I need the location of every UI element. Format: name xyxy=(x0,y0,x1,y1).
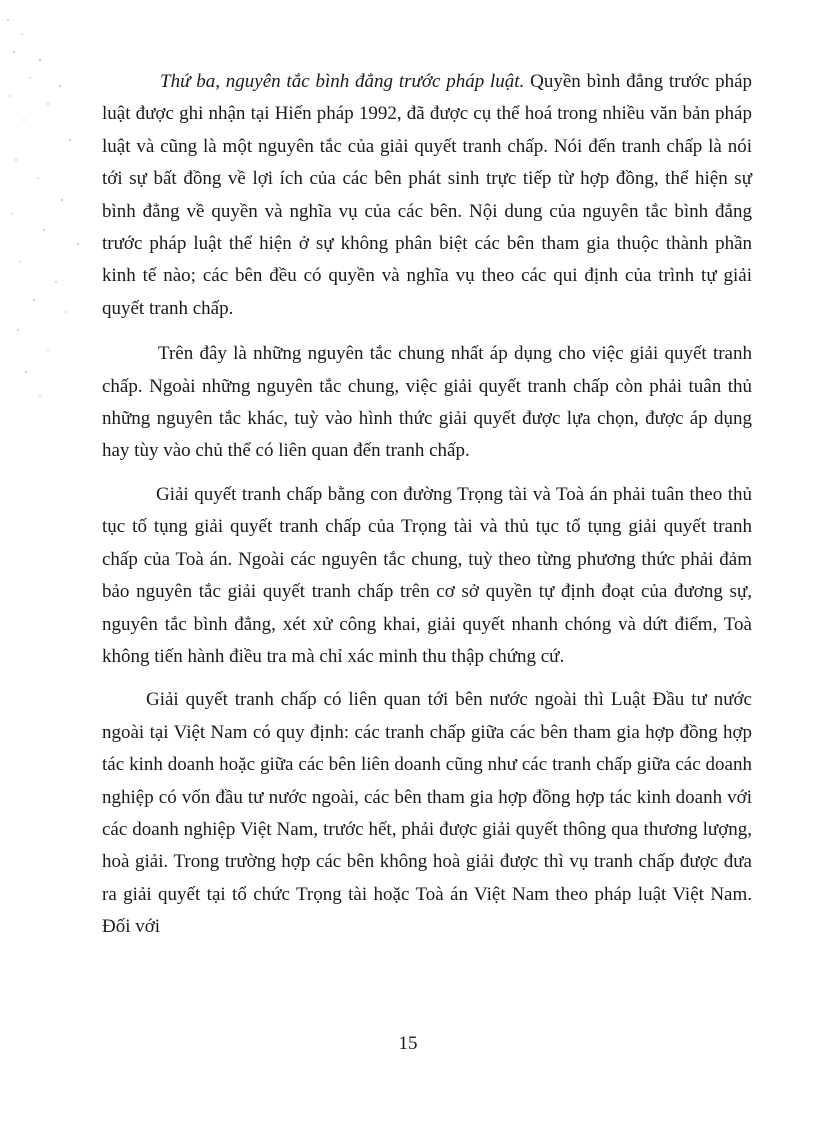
paragraph-equality-principle xyxy=(102,66,752,325)
paragraph-general-principles: Trên đây là những nguyên tắc chung nhất áp dụng cho việc giải quyết tranh chấp. Ngoài những nguyên tắc chung, việc giải quyết tranh chấp còn phải tuân thủ những nguyên tắc khác, tuỳ vào hình thức giải quyết được lựa chọn, được áp dụng hay tùy vào chủ thể có liên quan đến tranh chấp. xyxy=(102,343,752,462)
paragraph-lead-italic: Thứ ba, nguyên tắc bình đẳng trước pháp luật. xyxy=(160,71,525,92)
paragraph-arbitration-court: Giải quyết tranh chấp bằng con đường Trọng tài và Toà án phải tuân theo thủ tục tố tụng giải quyết tranh chấp của Trọng tài và thủ tục tố tụng giải quyết tranh chấp của Toà án. Ngoài các nguyên tắc chung, tuỳ theo từng phương thức phải đảm bảo nguyên tắc giải quyết tranh chấp trên cơ sở quyền tự định đoạt của đương sự, nguyên tắc bình đẳng, xét xử công khai, giải quyết nhanh chóng và dứt điểm, Toà không tiến hành điều tra mà chỉ xác minh thu thập chứng cứ. xyxy=(102,483,752,667)
scan-speckle-marks xyxy=(0,0,90,420)
paragraph-text: Quyền bình đẳng trước pháp luật được ghi nhận tại Hiến pháp 1992, đã được cụ thể hoá trong nhiều văn bản pháp luật và cũng là một nguyên tắc của giải quyết tranh chấp. Nói đến tranh chấp là nói tới sự bất đồng về lợi ích của các bên phát sinh trực tiếp từ hợp đồng, thể hiện sự bình đẳng về quyền và nghĩa vụ của các bên. Nội dung của nguyên tắc bình đẳng trước pháp luật thể hiện ở sự không phân biệt các bên tham gia thuộc thành phần kinh tế nào; các bên đều có quyền và nghĩa vụ theo các qui định của trình tự giải quyết tranh chấp. xyxy=(102,71,752,319)
paragraph-foreign-investment: Giải quyết tranh chấp có liên quan tới bên nước ngoài thì Luật Đầu tư nước ngoài tại Việt Nam có quy định: các tranh chấp giữa các bên tham gia hợp đồng hợp tác kinh doanh hoặc giữa các bên liên doanh cũng như các tranh chấp giữa các doanh nghiệp có vốn đầu tư nước ngoài, các bên tham gia hợp đồng hợp tác kinh doanh với các doanh nghiệp Việt Nam, trước hết, phải được giải quyết thông qua thương lượng, hoà giải. Trong trường hợp các bên không hoà giải được thì vụ tranh chấp được đưa ra giải quyết tại tổ chức Trọng tài hoặc Toà án Việt Nam theo pháp luật Việt Nam. Đối với xyxy=(102,689,752,938)
page-number: 15 xyxy=(398,1033,418,1054)
body-text xyxy=(102,66,752,944)
